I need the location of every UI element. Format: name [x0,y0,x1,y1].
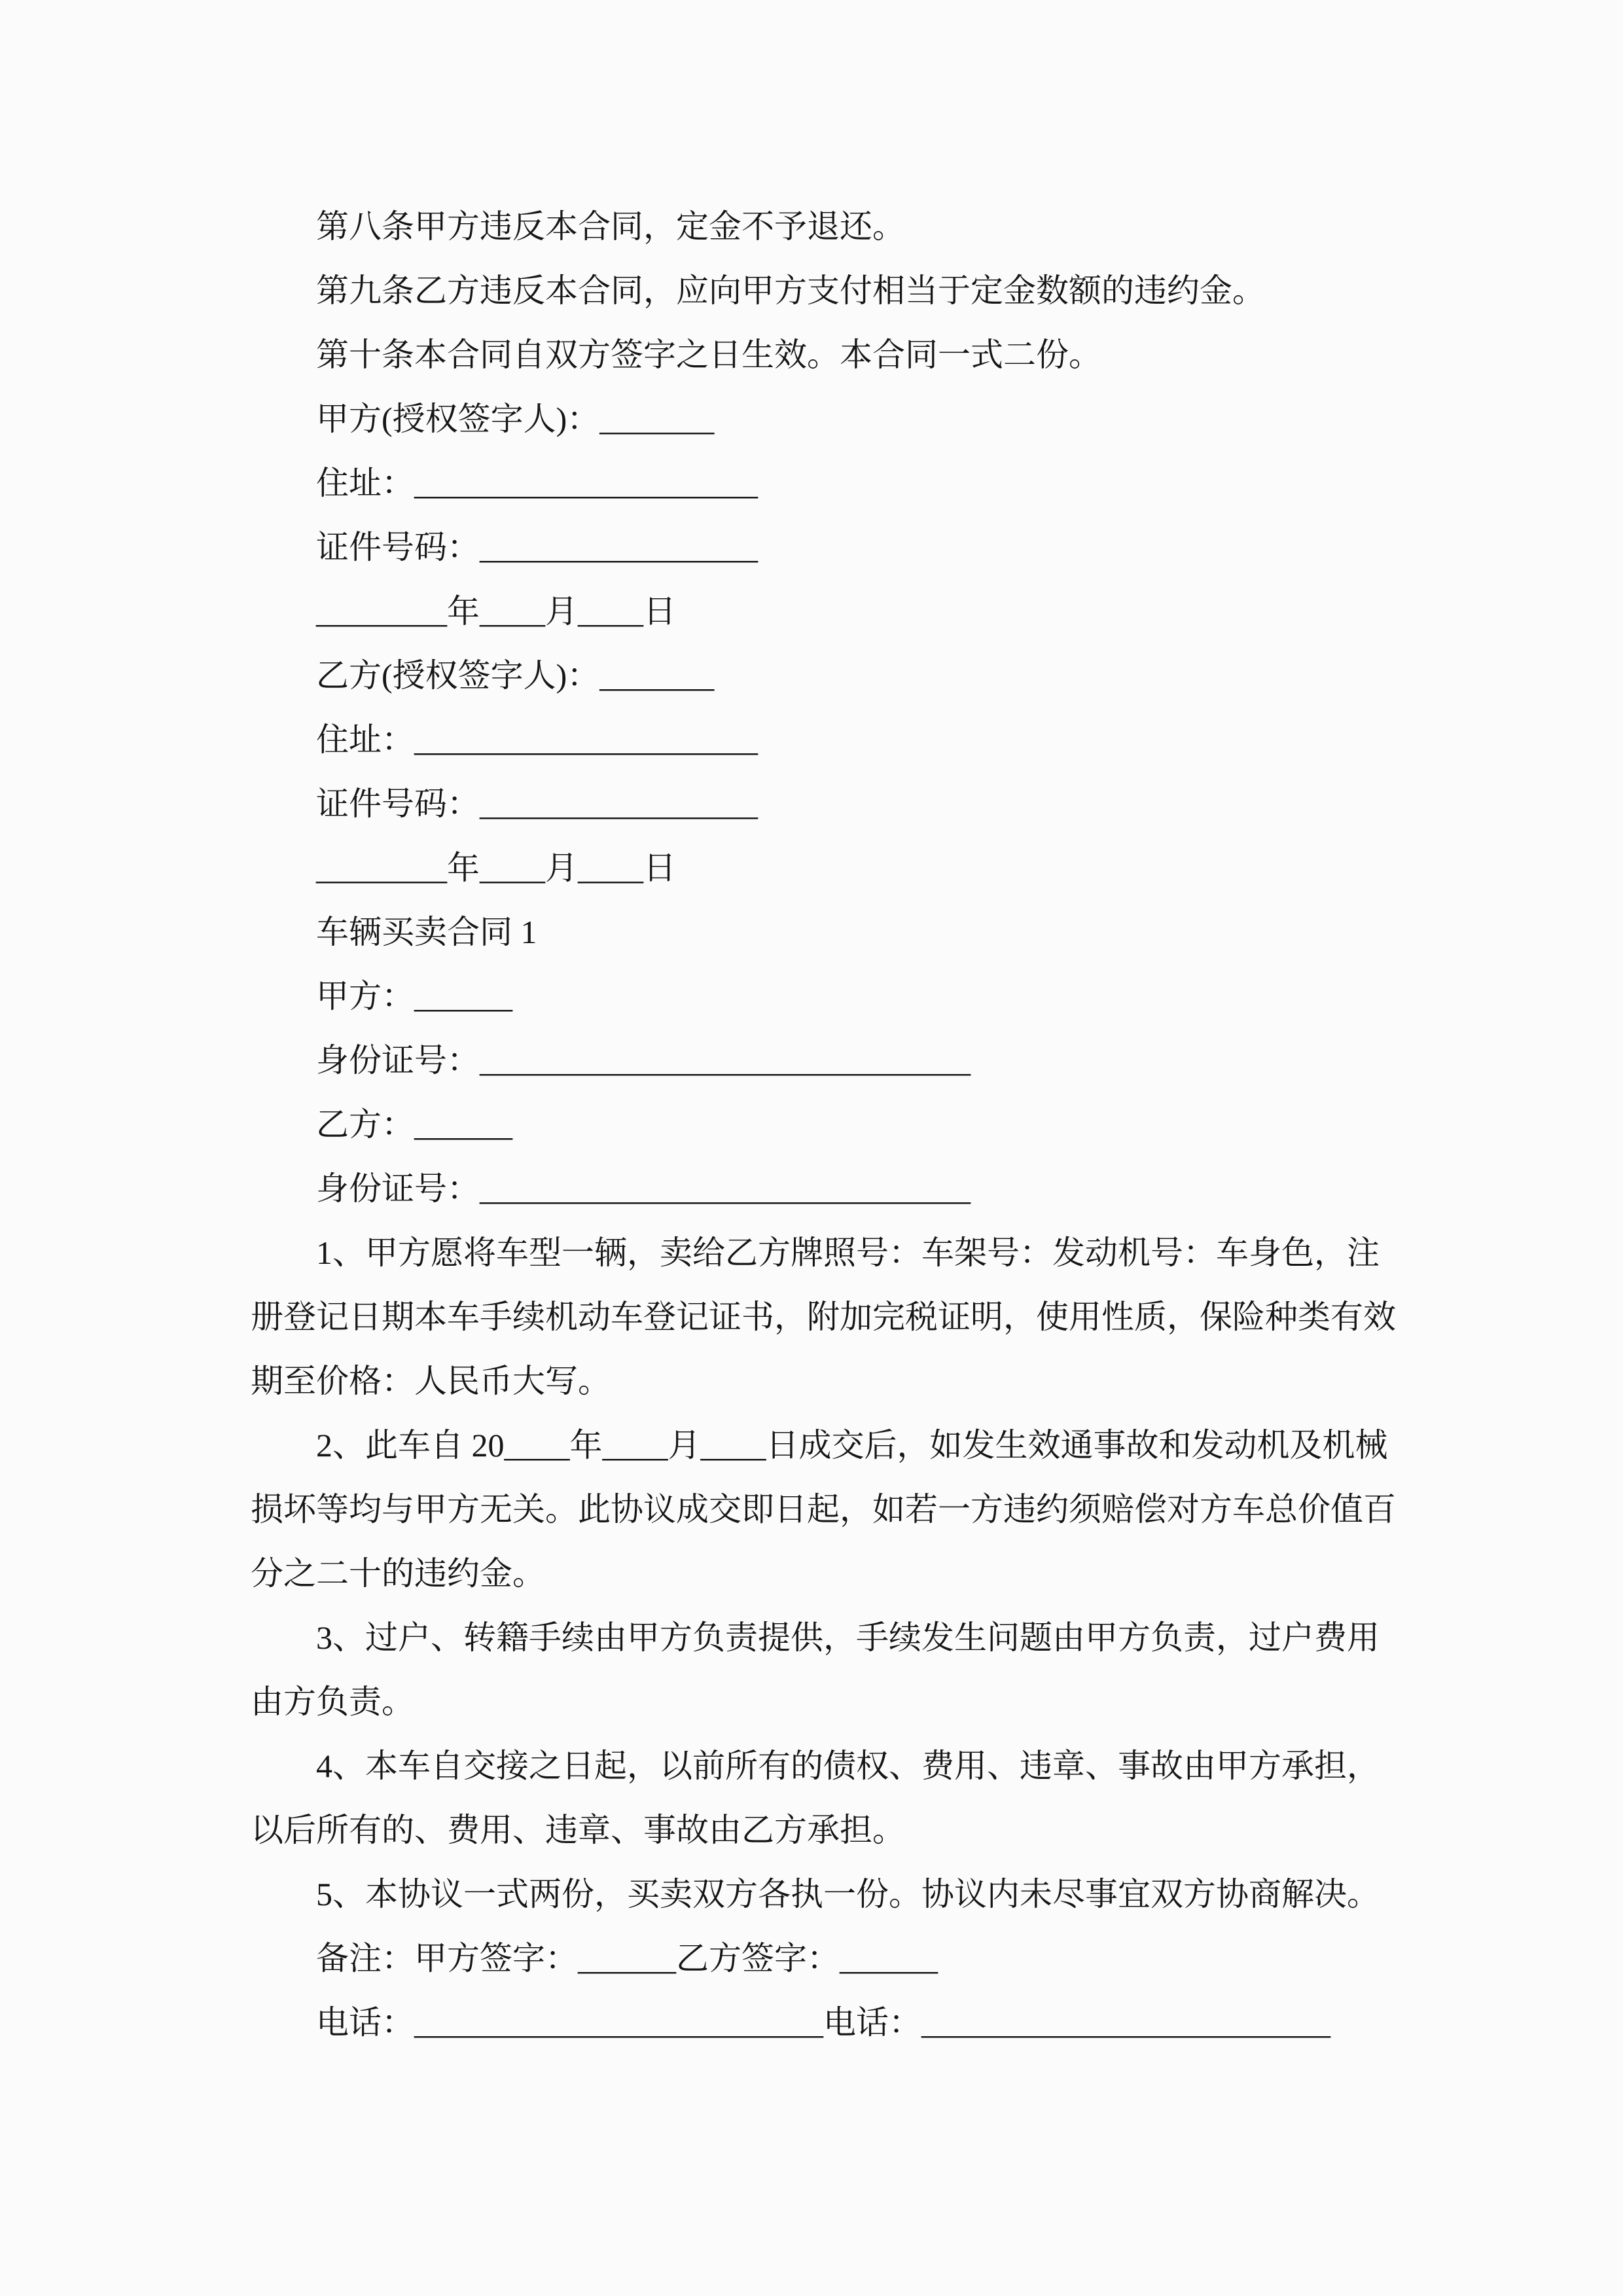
clause-4-line-2: 以后所有的、费用、违章、事故由乙方承担。 [251,1812,905,1848]
party-b-authorized-signer: 乙方(授权签字人)：_______ [316,657,715,694]
clause-1-line-3: 期至价格：人民币大写。 [251,1363,611,1399]
party-b-label: 乙方：______ [316,1106,512,1143]
clause-3-line-1: 3、过户、转籍手续由甲方负责提供，手续发生问题由甲方负责，过户费用 [316,1619,1380,1656]
party-a-date-line: ________年____月____日 [316,593,676,630]
clause-3-line-2: 由方负责。 [251,1683,414,1720]
party-a-address: 住址：_____________________ [316,465,758,501]
document-body [251,194,1396,2054]
party-a-label: 甲方：______ [316,978,512,1014]
clause-2-line-1: 2、此车自 20____年____月____日成交后，如发生效通事故和发动机及机械 [316,1427,1388,1463]
party-a-authorized-signer: 甲方(授权签字人)：_______ [316,401,715,437]
clause-2-line-3: 分之二十的违约金。 [251,1555,545,1592]
party-b-id-number: 身份证号：______________________________ [316,1170,971,1207]
party-b-date-line: ________年____月____日 [316,850,676,886]
party-b-address: 住址：_____________________ [316,721,758,758]
remarks-signatures: 备注：甲方签字：______乙方签字：______ [316,1940,938,1977]
phone-numbers: 电话：_________________________电话：_________________________ [316,2004,1330,2041]
party-a-id-code: 证件号码：_________________ [316,529,758,565]
clause-4-line-1: 4、本车自交接之日起，以前所有的债权、费用、违章、事故由甲方承担， [316,1748,1380,1784]
party-a-id-number: 身份证号：______________________________ [316,1042,971,1079]
clause-5: 5、本协议一式两份，买卖双方各执一份。协议内未尽事宜双方协商解决。 [316,1876,1380,1912]
party-b-id-code: 证件号码：_________________ [316,785,758,822]
clause-2-line-2: 损坏等均与甲方无关。此协议成交即日起，如若一方违约须赔偿对方车总价值百 [251,1491,1396,1528]
clause-1-line-2: 册登记日期本车手续机动车登记证书，附加完税证明，使用性质，保险种类有效 [251,1299,1396,1335]
clause-8: 第八条甲方违反本合同，定金不予退还。 [316,208,905,245]
contract-title: 车辆买卖合同 1 [316,914,537,950]
clause-10: 第十条本合同自双方签字之日生效。本合同一式二份。 [316,336,1101,373]
clause-9: 第九条乙方违反本合同，应向甲方支付相当于定金数额的违约金。 [316,272,1265,309]
clause-1-line-1: 1、甲方愿将车型一辆，卖给乙方牌照号：车架号：发动机号：车身色，注 [316,1234,1380,1271]
